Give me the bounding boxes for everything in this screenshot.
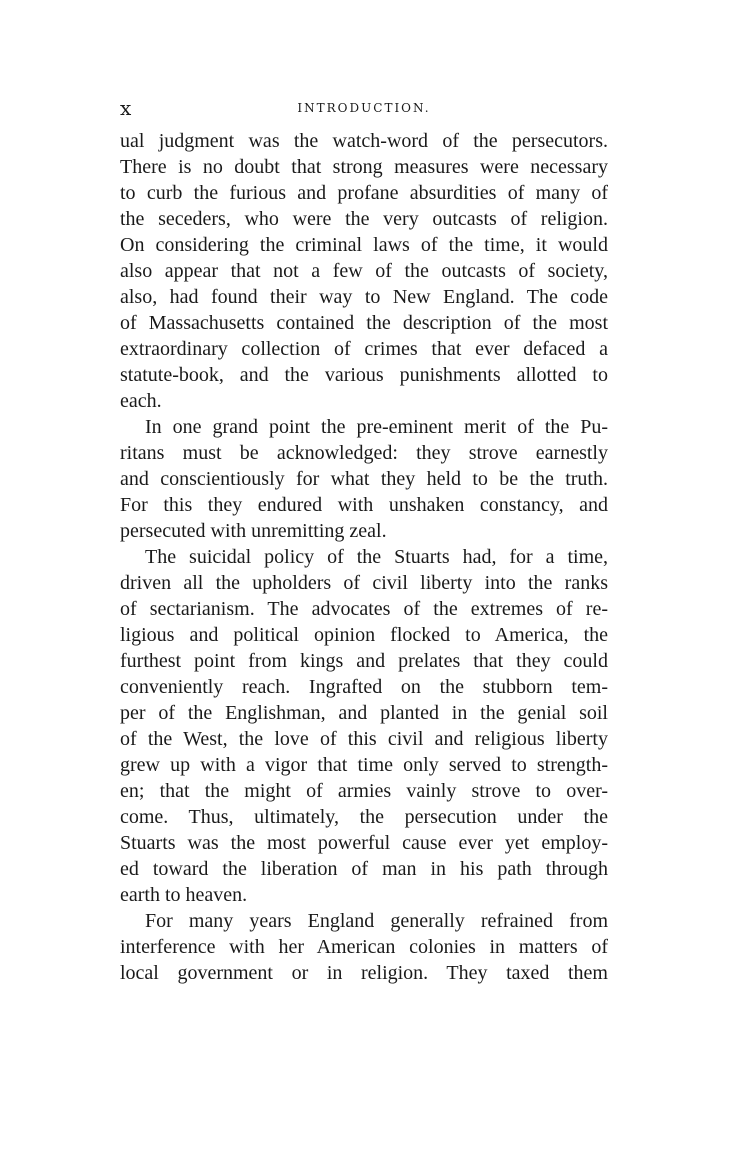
paragraph-start-line: For many years England generally refrained from (145, 910, 608, 932)
text-line: driven all the upholders of civil liberty into the ranks (120, 572, 608, 594)
text-line: per of the Englishman, and planted in the genial soil (120, 702, 608, 724)
text-line: also appear that not a few of the outcasts of society, (120, 260, 608, 282)
text-line: For this they endured with unshaken constancy, and (120, 494, 608, 516)
text-line: come. Thus, ultimately, the persecution under the (120, 806, 608, 828)
text-line: en; that the might of armies vainly strove to over- (120, 780, 608, 802)
text-line: ritans must be acknowledged: they strove earnestly (120, 442, 608, 464)
text-line: local government or in religion. They taxed them (120, 962, 608, 984)
text-line: ligious and political opinion flocked to America, the (120, 624, 608, 646)
text-line: On considering the criminal laws of the time, it would (120, 234, 608, 256)
text-line: Stuarts was the most powerful cause ever yet employ- (120, 832, 608, 854)
paragraph-start-line: The suicidal policy of the Stuarts had, for a time, (145, 546, 608, 568)
text-line: There is no doubt that strong measures were necessary (120, 156, 608, 178)
text-line: extraordinary collection of crimes that ever defaced a (120, 338, 608, 360)
text-line: to curb the furious and profane absurdities of many of (120, 182, 608, 204)
text-line: grew up with a vigor that time only served to strength- (120, 754, 608, 776)
text-line: conveniently reach. Ingrafted on the stubborn tem- (120, 676, 608, 698)
body-text (120, 128, 608, 986)
text-line: the seceders, who were the very outcasts of religion. (120, 208, 608, 230)
text-line: statute-book, and the various punishments allotted to (120, 364, 608, 386)
text-line: each. (120, 390, 162, 412)
text-line: of sectarianism. The advocates of the extremes of re- (120, 598, 608, 620)
text-line: interference with her American colonies in matters of (120, 936, 608, 958)
text-line: ual judgment was the watch-word of the persecutors. (120, 130, 608, 152)
text-line: and conscientiously for what they held to be the truth. (120, 468, 608, 490)
page-header (120, 96, 608, 120)
running-title: INTRODUCTION. (297, 101, 431, 115)
text-line: ed toward the liberation of man in his path through (120, 858, 608, 880)
text-line: earth to heaven. (120, 884, 248, 906)
paragraph-start-line: In one grand point the pre-eminent merit of the Pu- (145, 416, 608, 438)
text-line: of the West, the love of this civil and religious liberty (120, 728, 608, 750)
text-line: furthest point from kings and prelates that they could (120, 650, 608, 672)
page-number: x (120, 96, 133, 120)
text-line: persecuted with unremitting zeal. (120, 520, 387, 542)
text-line: also, had found their way to New England. The code (120, 286, 608, 308)
text-line: of Massachusetts contained the description of the most (120, 312, 608, 334)
